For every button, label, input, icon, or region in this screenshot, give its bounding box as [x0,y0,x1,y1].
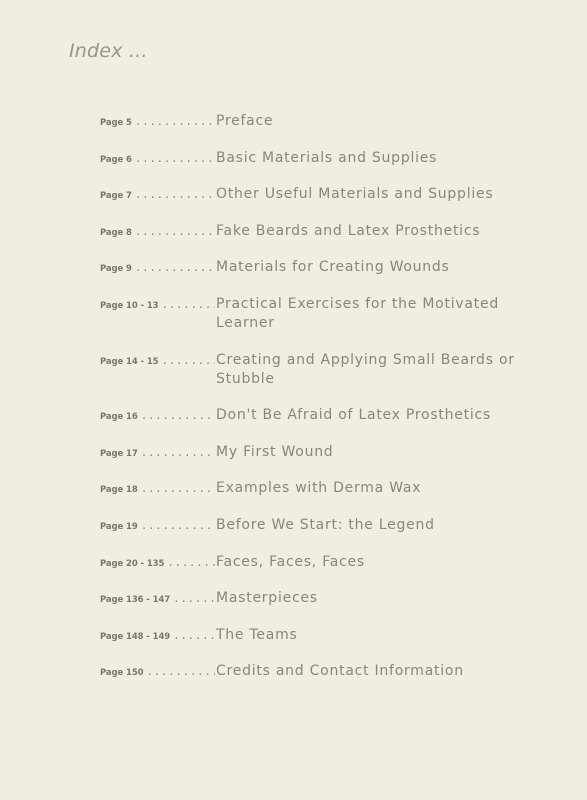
toc-page-ref [100,592,215,605]
toc-entry-title: The Teams [216,626,298,643]
page-number: Page 8 [100,227,132,238]
toc-entry-title: Credits and Contact Information [216,663,464,680]
dot-leader [135,188,215,201]
toc-page-ref [100,225,215,238]
dot-leader [173,629,215,642]
dot-leader [135,225,215,238]
toc-entry-title: Other Useful Materials and Supplies [216,186,494,203]
dot-leader [141,446,215,459]
page-number: Page 136 - 147 [100,595,171,606]
page-number: Page 9 [100,264,132,275]
toc-entry [100,149,560,168]
toc-entry [100,185,560,204]
toc-entry [100,443,560,462]
toc-entry-title: Fake Beards and Latex Prosthetics [216,222,481,239]
toc-entry [100,479,560,498]
page-number: Page 16 [100,412,138,423]
page-title: Index ... [69,40,148,62]
toc-entry-title: Before We Start: the Legend [216,516,435,533]
toc-entry-title: Creating and Applying Small Beards or Stubble [216,351,515,387]
dot-leader [167,556,215,569]
page-number: Page 6 [100,154,132,165]
toc-page-ref [100,409,215,422]
dot-leader [173,592,215,605]
toc-page-ref [100,261,215,274]
toc-entry [100,222,560,241]
page-number: Page 148 - 149 [100,631,171,642]
page-number: Page 10 - 13 [100,300,159,311]
page-number: Page 14 - 15 [100,356,159,367]
toc-page-ref [100,446,215,459]
dot-leader [135,261,215,274]
toc-entry-title: Examples with Derma Wax [216,480,422,497]
page-number: Page 17 [100,448,138,459]
toc-entry-title: Masterpieces [216,590,318,607]
toc-page-ref [100,482,215,495]
toc-entry-title: Materials for Creating Wounds [216,259,450,276]
toc-page-ref [100,665,215,678]
toc-entry [100,516,560,535]
page-number: Page 19 [100,521,138,532]
toc-entry [100,295,560,333]
page-number: Page 150 [100,668,144,679]
dot-leader [147,665,216,678]
toc-entry-title: My First Wound [216,443,334,460]
dot-leader [141,482,215,495]
toc-entry-title: Basic Materials and Supplies [216,149,438,166]
toc-entry-title: Preface [216,113,274,129]
dot-leader [135,152,215,165]
toc-entry-title: Don't Be Afraid of Latex Prosthetics [216,407,492,424]
toc-page-ref [100,354,215,367]
toc-entry [100,626,560,645]
toc-page-ref [100,115,215,128]
toc-page-ref [100,152,215,165]
dot-leader [135,115,215,128]
toc-entry [100,406,560,425]
toc-page-ref [100,298,215,311]
toc-entry-title: Faces, Faces, Faces [216,553,365,570]
toc-entry [100,553,560,572]
toc-page-ref [100,556,215,569]
page-number: Page 5 [100,118,132,128]
toc-page-ref [100,629,215,642]
toc-page-ref [100,188,215,201]
toc-page-ref [100,519,215,532]
toc-entry [100,351,560,389]
toc-entry [100,589,560,608]
page-number: Page 18 [100,485,138,496]
page-number: Page 7 [100,191,132,202]
table-of-contents [100,112,560,699]
toc-entry-title: Practical Exercises for the Motivated Learner [216,295,499,331]
dot-leader [141,519,215,532]
toc-entry [100,258,560,277]
dot-leader [141,409,215,422]
toc-entry [100,112,560,131]
dot-leader [161,298,215,311]
dot-leader [161,354,215,367]
toc-entry [100,662,560,681]
page-number: Page 20 - 135 [100,558,165,569]
